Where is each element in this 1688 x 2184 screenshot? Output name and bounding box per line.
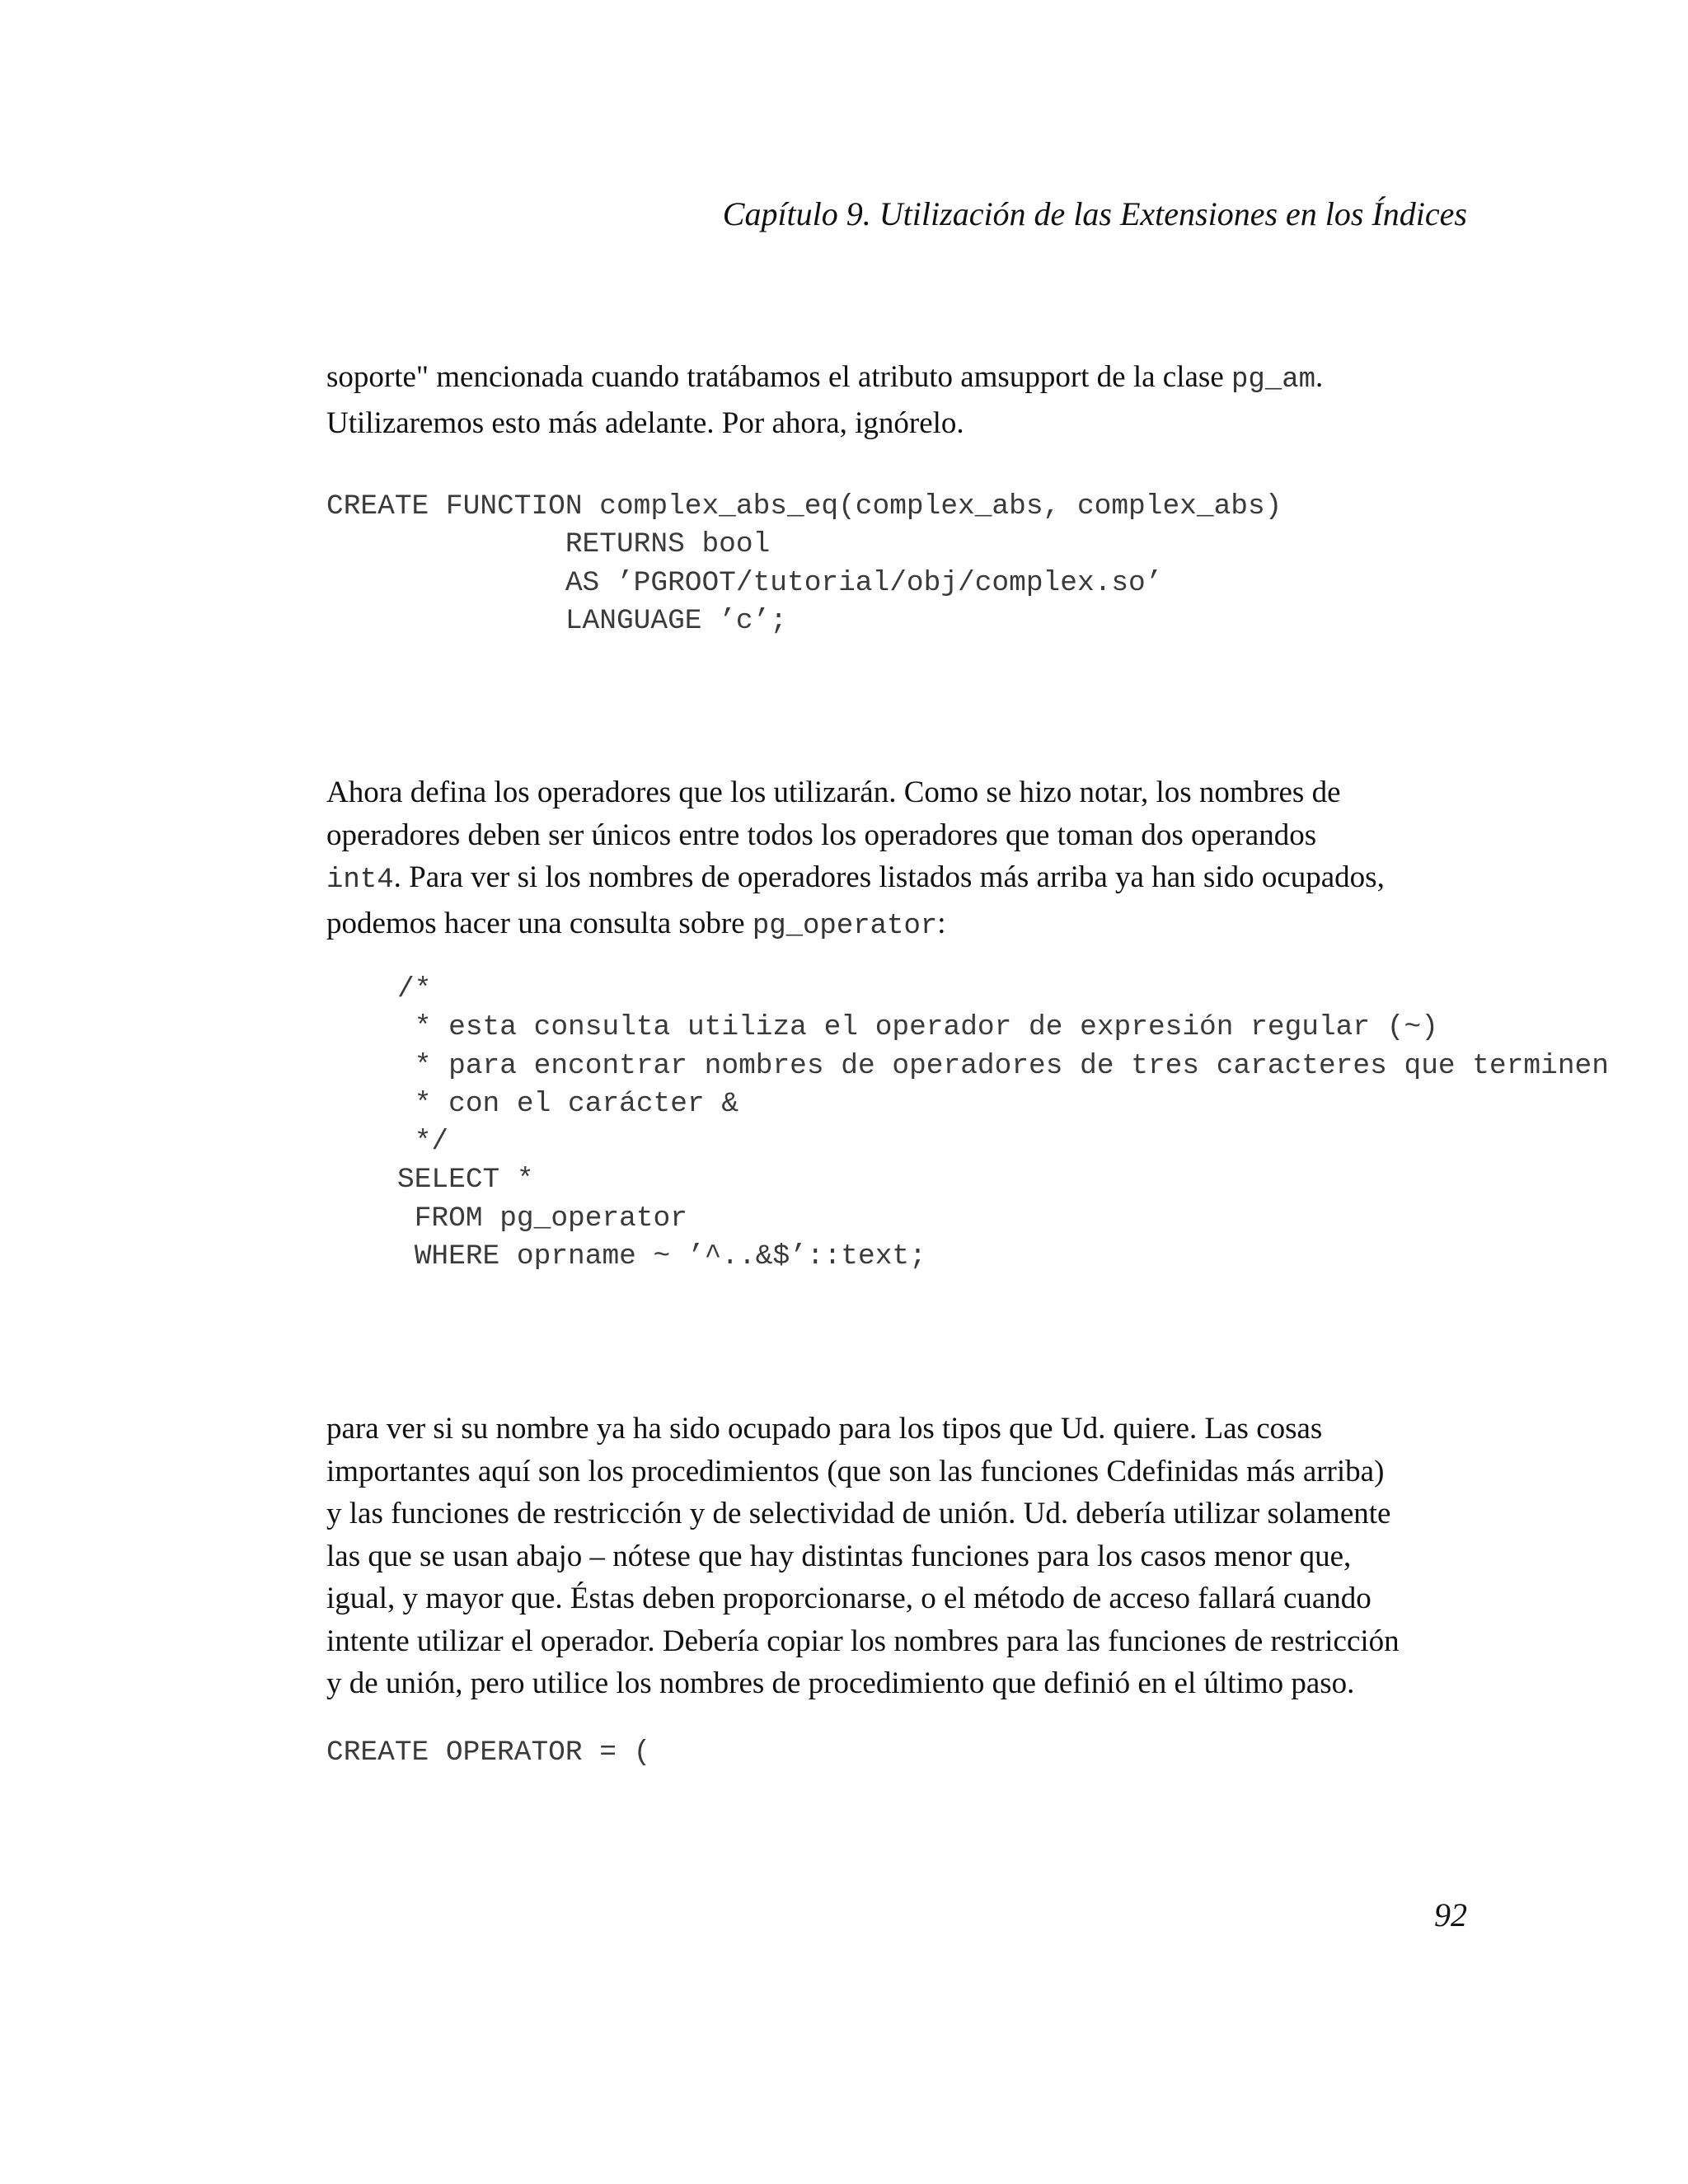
code-line: SELECT * <box>397 1164 534 1197</box>
paragraph-text: operadores deben ser únicos entre todos los operadores que toman dos operandos <box>326 818 1317 852</box>
inline-code-int4: int4 <box>326 865 394 896</box>
paragraph-procedimientos <box>326 1408 1400 1705</box>
code-line: CREATE FUNCTION complex_abs_eq(complex_abs, complex_abs) <box>326 490 1282 523</box>
code-line: AS ’PGROOT/tutorial/obj/complex.so’ <box>326 566 1163 599</box>
paragraph-defina-operadores <box>326 771 1385 948</box>
code-line: WHERE oprname ~ ’^..&$’::text; <box>397 1240 926 1273</box>
page-number: 92 <box>1434 1896 1467 1933</box>
code-line: FROM pg_operator <box>397 1202 687 1235</box>
inline-code-pg-operator: pg_operator <box>752 910 938 942</box>
code-line: */ <box>397 1126 449 1159</box>
code-line: RETURNS bool <box>326 528 771 561</box>
paragraph-text: igual, y mayor que. Éstas deben proporcionarse, o el método de acceso fallará cuando <box>326 1582 1372 1615</box>
code-line: * para encontrar nombres de operadores de tres caracteres que terminen <box>397 1049 1609 1082</box>
paragraph-text: para ver si su nombre ya ha sido ocupado para los tipos que Ud. quiere. Las cosas <box>326 1412 1323 1446</box>
chapter-running-header: Capítulo 9. Utilización de las Extensiones en los Índices <box>722 195 1467 232</box>
inline-code-pg-am: pg_am <box>1231 364 1316 396</box>
code-line: * con el carácter & <box>397 1087 739 1120</box>
paragraph-text: importantes aquí son los procedimientos (que son las funciones Cdefinidas más arriba) <box>326 1454 1385 1488</box>
paragraph-text: : <box>937 906 946 940</box>
code-line: LANGUAGE ’c’; <box>326 604 787 637</box>
paragraph-text: Ahora defina los operadores que los utilizarán. Como se hizo notar, los nombres de <box>326 776 1341 809</box>
paragraph-text: y las funciones de restricción y de selectividad de unión. Ud. debería utilizar solamente <box>326 1497 1391 1530</box>
paragraph-text: . <box>1315 360 1324 394</box>
code-block-create-operator <box>326 1734 650 1772</box>
code-block-create-function <box>326 488 1282 640</box>
paragraph-text: . Para ver si los nombres de operadores listados más arriba ya han sido ocupados, <box>393 860 1385 894</box>
paragraph-text: intente utilizar el operador. Debería copiar los nombres para las funciones de restricción <box>326 1624 1400 1658</box>
paragraph-text: y de unión, pero utilice los nombres de procedimiento que definió en el último paso. <box>326 1666 1355 1700</box>
code-block-select-query <box>397 971 1609 1276</box>
paragraph-soporte <box>326 356 1323 444</box>
paragraph-text: las que se usan abajo – nótese que hay distintas funciones para los casos menor que, <box>326 1539 1352 1573</box>
code-line: * esta consulta utiliza el operador de expresión regular (~) <box>397 1011 1438 1044</box>
paragraph-text: soporte" mencionada cuando tratábamos el atributo amsupport de la clase <box>326 360 1232 394</box>
paragraph-text: Utilizaremos esto más adelante. Por ahora, ignórelo. <box>326 405 964 440</box>
code-line: CREATE OPERATOR = ( <box>326 1736 651 1769</box>
paragraph-text: podemos hacer una consulta sobre <box>326 906 753 940</box>
code-line: /* <box>397 973 432 1005</box>
